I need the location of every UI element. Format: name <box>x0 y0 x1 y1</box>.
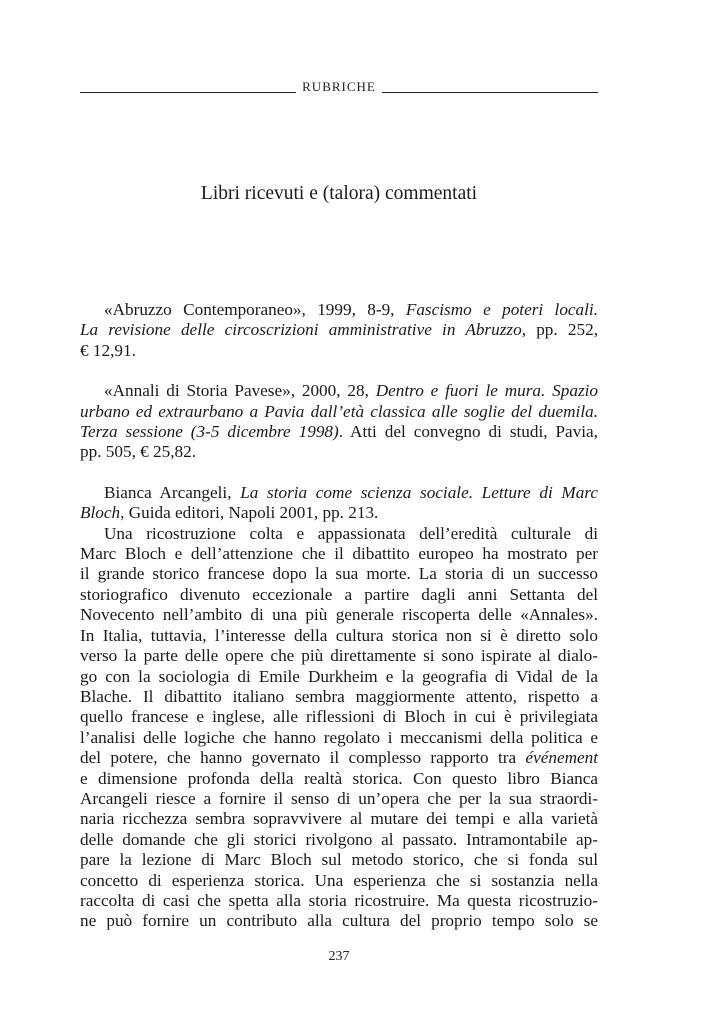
text-segment: go con la sociologia di Emile Durkheim e la geografia di Vidal de la <box>80 666 598 686</box>
text-segment: verso la parte delle opere che più direttamente si sono ispirate al dialo- <box>80 646 598 666</box>
text-segment: pp. 505, € 25,82. <box>80 442 197 462</box>
body-text <box>80 300 598 932</box>
text-segment: Arcangeli riesce a fornire il senso di un’opera che per la sua straordi- <box>80 788 598 808</box>
paragraph-gap <box>80 463 598 483</box>
italic-segment: La storia come scienza sociale. Letture di Marc <box>240 482 598 502</box>
text-line <box>80 707 598 727</box>
text-segment: € 12,91. <box>80 340 136 360</box>
text-line <box>80 381 598 401</box>
italic-segment: La revisione delle circoscrizioni amministrative in Abruzzo <box>80 320 522 340</box>
text-line <box>80 830 598 850</box>
text-line <box>80 687 598 707</box>
text-segment: «Annali di Storia Pavese», 2000, 28, <box>104 381 376 401</box>
text-line <box>80 667 598 687</box>
italic-segment: Bloch <box>80 503 121 523</box>
italic-segment: Terza sessione (3-5 dicembre 1998) <box>80 422 339 442</box>
text-segment: Una ricostruzione colta e appassionata dell’eredità culturale di <box>104 523 598 543</box>
text-line <box>80 442 598 462</box>
text-segment: quello francese e inglese, alle riflessioni di Bloch in cui è privilegiata <box>80 707 598 727</box>
text-line <box>80 564 598 584</box>
text-line <box>80 748 598 768</box>
italic-segment: Fascismo e poteri locali. <box>405 300 598 319</box>
bibliographic-entry <box>80 483 598 524</box>
section-title: Libri ricevuti e (talora) commentati <box>200 183 478 204</box>
running-head-rule-right <box>382 92 598 93</box>
text-segment: raccolta di casi che spetta alla storia ricostruire. Ma questa ricostruzio- <box>80 890 598 910</box>
text-line <box>80 503 598 523</box>
text-line <box>80 483 598 503</box>
text-line <box>80 809 598 829</box>
text-segment: ne può fornire un contributo alla cultura del proprio tempo solo se <box>80 911 598 931</box>
text-segment: e dimensione profonda della realtà storica. Con questo libro Bianca <box>80 768 598 788</box>
text-segment: Blache. Il dibattito italiano sembra maggiormente attento, rispetto a <box>80 686 598 706</box>
italic-segment: Dentro e fuori le mura. Spazio <box>375 381 598 401</box>
bibliographic-entry <box>80 381 598 463</box>
text-line <box>80 646 598 666</box>
text-segment: . Atti del convegno di studi, Pavia, <box>338 422 598 442</box>
running-head-label: RUBRICHE <box>302 79 376 94</box>
text-line <box>80 544 598 564</box>
text-line <box>80 422 598 442</box>
text-segment: il grande storico francese dopo la sua morte. La storia di un successo <box>80 564 598 584</box>
text-line <box>80 300 598 320</box>
text-line <box>80 769 598 789</box>
text-segment: In Italia, tuttavia, l’interesse della cultura storica non si è diretto solo <box>80 625 598 645</box>
text-segment: delle domande che gli storici rivolgono al passato. Intramontabile ap- <box>80 829 598 849</box>
text-line <box>80 585 598 605</box>
text-line <box>80 728 598 748</box>
review-paragraph <box>80 524 598 932</box>
text-segment: , Guida editori, Napoli 2001, pp. 213. <box>120 503 379 523</box>
text-segment: «Abruzzo Contemporaneo», 1999, 8-9, <box>104 300 406 319</box>
paragraph-gap <box>80 361 598 381</box>
text-line <box>80 524 598 544</box>
italic-segment: événement <box>525 748 598 768</box>
text-line <box>80 891 598 911</box>
text-segment: , pp. 252, <box>521 320 598 340</box>
italic-segment: urbano ed extraurbano a Pavia dall’età classica alle soglie del duemila. <box>80 401 598 421</box>
text-line <box>80 789 598 809</box>
text-line <box>80 850 598 870</box>
text-line <box>80 341 598 361</box>
text-segment: Bianca Arcangeli, <box>104 482 241 502</box>
text-line <box>80 911 598 931</box>
bibliographic-entry <box>80 300 598 361</box>
text-segment: naria ricchezza sembra sopravvivere al mutare dei tempi e alla varietà <box>80 809 598 829</box>
text-line <box>80 402 598 422</box>
text-segment: Novecento nell’ambito di una più generale riscoperta delle «Annales». <box>80 605 598 625</box>
text-line <box>80 605 598 625</box>
text-line <box>80 320 598 340</box>
text-line <box>80 871 598 891</box>
running-head-rule-left <box>80 92 296 93</box>
text-segment: l’analisi delle logiche che hanno regolato i meccanismi della politica e <box>80 727 598 747</box>
text-segment: concetto di esperienza storica. Una esperienza che si sostanzia nella <box>80 870 598 890</box>
text-segment: Marc Bloch e dell’attenzione che il dibattito europeo ha mostrato per <box>80 544 598 564</box>
text-line <box>80 626 598 646</box>
text-segment: del potere, che hanno governato il complesso rapporto tra <box>80 748 526 768</box>
text-segment: storiografico divenuto eccezionale a partire dagli anni Settanta del <box>80 584 598 604</box>
running-head <box>80 79 598 95</box>
text-segment: pare la lezione di Marc Bloch sul metodo storico, che si fonda sul <box>80 850 598 870</box>
page-number: 237 <box>328 949 350 964</box>
